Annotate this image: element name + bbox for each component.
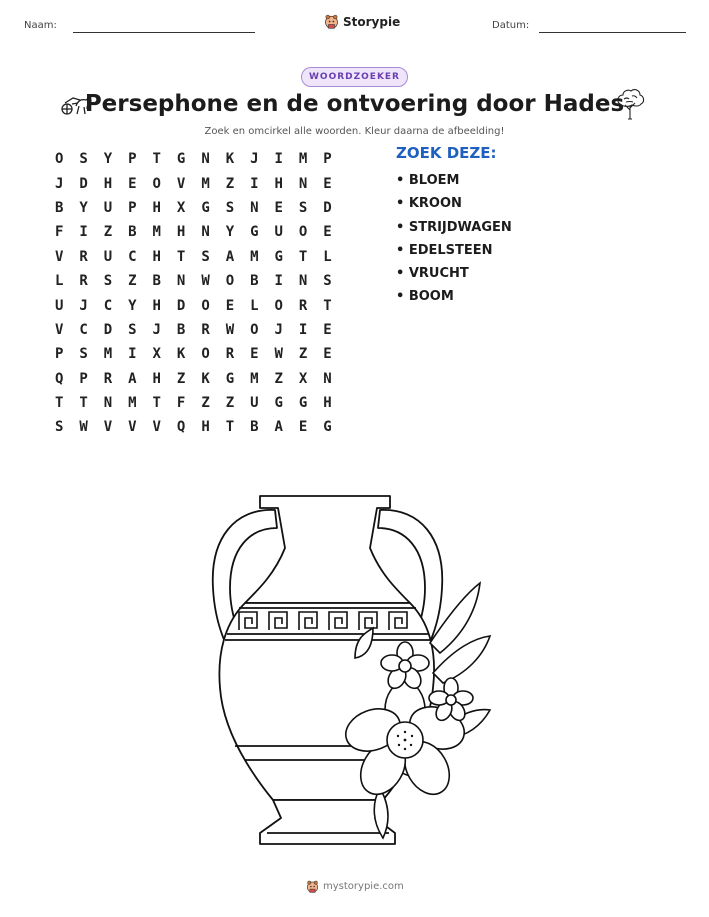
grid-letter[interactable]: N: [323, 370, 332, 387]
grid-letter[interactable]: R: [79, 273, 88, 290]
grid-letter[interactable]: M: [298, 151, 308, 168]
grid-letter[interactable]: R: [103, 370, 113, 387]
grid-letter[interactable]: D: [323, 199, 332, 216]
grid-letter[interactable]: F: [176, 395, 186, 412]
grid-letter[interactable]: K: [176, 346, 186, 363]
grid-letter[interactable]: Z: [201, 395, 210, 412]
date-field-line[interactable]: [539, 32, 686, 33]
word-list-item: • VRUCHT: [396, 266, 469, 282]
grid-letter[interactable]: V: [103, 419, 113, 436]
grid-row: [47, 367, 340, 391]
grid-letter[interactable]: Z: [103, 224, 113, 241]
grid-letter[interactable]: M: [250, 248, 259, 265]
grid-letter[interactable]: N: [103, 395, 113, 412]
grid-letter[interactable]: N: [176, 273, 186, 290]
grid-letter[interactable]: T: [152, 395, 161, 412]
grid-letter[interactable]: J: [274, 321, 283, 338]
grid-letter[interactable]: T: [79, 395, 88, 412]
grid-letter[interactable]: I: [298, 321, 308, 338]
grid-letter[interactable]: Z: [225, 395, 235, 412]
grid-letter[interactable]: N: [250, 199, 259, 216]
storypie-mascot-icon: [306, 880, 319, 893]
grid-letter[interactable]: S: [103, 273, 113, 290]
grid-letter[interactable]: R: [298, 297, 308, 314]
grid-letter[interactable]: W: [79, 419, 88, 436]
grid-letter[interactable]: I: [79, 224, 88, 241]
grid-letter[interactable]: B: [54, 199, 64, 216]
grid-letter[interactable]: B: [250, 419, 259, 436]
grid-letter[interactable]: Y: [103, 151, 113, 168]
grid-letter[interactable]: W: [201, 273, 210, 290]
grid-letter[interactable]: S: [128, 321, 137, 338]
grid-letter[interactable]: L: [323, 248, 332, 265]
grid-letter[interactable]: H: [152, 199, 161, 216]
word-list: [396, 171, 512, 311]
grid-letter[interactable]: M: [128, 395, 137, 412]
footer-url[interactable]: mystorypie.com: [323, 881, 404, 892]
grid-letter[interactable]: U: [274, 224, 283, 241]
grid-letter[interactable]: T: [176, 248, 186, 265]
grid-letter[interactable]: H: [274, 175, 283, 192]
grid-letter[interactable]: E: [250, 346, 259, 363]
grid-letter[interactable]: G: [176, 151, 186, 168]
grid-letter[interactable]: E: [225, 297, 235, 314]
grid-row: [47, 391, 340, 415]
grid-letter[interactable]: H: [103, 175, 113, 192]
grid-letter[interactable]: J: [250, 151, 259, 168]
grid-letter[interactable]: I: [274, 273, 283, 290]
grid-letter[interactable]: O: [298, 224, 308, 241]
grid-letter[interactable]: Z: [225, 175, 235, 192]
grid-letter[interactable]: Z: [298, 346, 308, 363]
date-label: Datum:: [492, 20, 530, 31]
grid-letter[interactable]: P: [323, 151, 332, 168]
grid-letter[interactable]: V: [152, 419, 161, 436]
grid-letter[interactable]: E: [274, 199, 283, 216]
grid-letter[interactable]: B: [128, 224, 137, 241]
word-list-title: ZOEK DEZE:: [396, 144, 497, 162]
word-list-item: • EDELSTEEN: [396, 242, 493, 258]
instructions-text: Zoek en omcirkel alle woorden. Kleur daarna de afbeelding!: [204, 126, 505, 137]
grid-letter[interactable]: G: [225, 370, 235, 387]
grid-letter[interactable]: T: [225, 419, 235, 436]
grid-row: [47, 147, 340, 171]
grid-letter[interactable]: A: [225, 248, 235, 265]
grid-letter[interactable]: N: [298, 175, 308, 192]
grid-letter[interactable]: Y: [225, 224, 235, 241]
grid-letter[interactable]: O: [201, 297, 210, 314]
grid-letter[interactable]: S: [79, 346, 88, 363]
grid-letter[interactable]: N: [201, 224, 210, 241]
grid-letter[interactable]: U: [103, 199, 113, 216]
grid-letter[interactable]: Z: [128, 273, 137, 290]
grid-letter[interactable]: U: [250, 395, 259, 412]
grid-letter[interactable]: V: [54, 248, 64, 265]
word-list-item: • STRIJDWAGEN: [396, 219, 512, 235]
worksheet-type-badge: WOORDZOEKER: [301, 67, 408, 87]
grid-letter[interactable]: E: [323, 175, 332, 192]
grid-letter[interactable]: O: [152, 175, 161, 192]
grid-letter[interactable]: H: [152, 297, 161, 314]
grid-row: [47, 293, 340, 317]
name-field-line[interactable]: [73, 32, 255, 33]
word-list-item: • KROON: [396, 196, 462, 212]
grid-letter[interactable]: A: [128, 370, 137, 387]
grid-letter[interactable]: H: [152, 370, 161, 387]
grid-letter[interactable]: M: [103, 346, 113, 363]
grid-letter[interactable]: M: [201, 175, 210, 192]
grid-letter[interactable]: T: [54, 395, 64, 412]
grid-letter[interactable]: O: [225, 273, 235, 290]
greek-amphora-illustration: [205, 488, 495, 863]
grid-letter[interactable]: S: [54, 419, 64, 436]
letter-grid: [47, 147, 340, 440]
brand-logo: [324, 14, 400, 29]
grid-row: [47, 196, 340, 220]
grid-letter[interactable]: A: [274, 419, 283, 436]
grid-letter[interactable]: K: [201, 370, 210, 387]
grid-letter[interactable]: R: [225, 346, 235, 363]
grid-letter[interactable]: G: [201, 199, 210, 216]
grid-letter[interactable]: U: [54, 297, 64, 314]
grid-letter[interactable]: G: [298, 395, 308, 412]
grid-letter[interactable]: S: [298, 199, 308, 216]
grid-letter[interactable]: X: [176, 199, 186, 216]
grid-letter[interactable]: B: [250, 273, 259, 290]
grid-letter[interactable]: I: [128, 346, 137, 363]
grid-letter[interactable]: M: [250, 370, 259, 387]
grid-letter[interactable]: Q: [54, 370, 64, 387]
grid-letter[interactable]: V: [176, 175, 186, 192]
grid-letter[interactable]: H: [201, 419, 210, 436]
grid-letter[interactable]: G: [250, 224, 259, 241]
grid-letter[interactable]: I: [274, 151, 283, 168]
word-list-item: • BLOEM: [396, 173, 460, 188]
grid-letter[interactable]: O: [54, 151, 64, 168]
grid-letter[interactable]: B: [176, 321, 186, 338]
grid-letter[interactable]: P: [79, 370, 88, 387]
grid-letter[interactable]: J: [152, 321, 161, 338]
grid-row: [47, 269, 340, 293]
grid-letter[interactable]: C: [128, 248, 137, 265]
grid-letter[interactable]: X: [298, 370, 308, 387]
storypie-mascot-icon: [324, 14, 339, 29]
grid-letter[interactable]: P: [128, 151, 137, 168]
grid-letter[interactable]: G: [323, 419, 332, 436]
grid-row: [47, 220, 340, 244]
grid-letter[interactable]: X: [152, 346, 161, 363]
grid-letter[interactable]: S: [201, 248, 210, 265]
grid-letter[interactable]: T: [152, 151, 161, 168]
grid-letter[interactable]: P: [54, 346, 64, 363]
grid-letter[interactable]: W: [225, 321, 235, 338]
grid-letter[interactable]: P: [128, 199, 137, 216]
grid-letter[interactable]: O: [250, 321, 259, 338]
grid-letter[interactable]: N: [201, 151, 210, 168]
grid-letter[interactable]: W: [274, 346, 283, 363]
tree-icon: [614, 88, 646, 120]
grid-letter[interactable]: R: [79, 248, 88, 265]
grid-letter[interactable]: J: [54, 175, 64, 192]
brand-name: Storypie: [343, 14, 401, 29]
grid-letter[interactable]: D: [176, 297, 186, 314]
grid-letter[interactable]: Y: [79, 199, 88, 216]
grid-letter[interactable]: Y: [128, 297, 137, 314]
grid-letter[interactable]: K: [225, 151, 235, 168]
grid-letter[interactable]: U: [103, 248, 113, 265]
grid-letter[interactable]: V: [54, 321, 64, 338]
grid-letter[interactable]: H: [152, 248, 161, 265]
grid-letter[interactable]: C: [103, 297, 113, 314]
grid-letter[interactable]: T: [298, 248, 308, 265]
grid-letter[interactable]: S: [79, 151, 88, 168]
grid-letter[interactable]: L: [54, 273, 64, 290]
grid-letter[interactable]: E: [128, 175, 137, 192]
grid-letter[interactable]: E: [298, 419, 308, 436]
grid-letter[interactable]: E: [323, 224, 332, 241]
grid-row: [47, 342, 340, 366]
grid-letter[interactable]: O: [201, 346, 210, 363]
grid-letter[interactable]: T: [323, 297, 332, 314]
grid-letter[interactable]: R: [201, 321, 210, 338]
grid-letter[interactable]: V: [128, 419, 137, 436]
grid-letter[interactable]: Z: [176, 370, 186, 387]
page-title: Persephone en de ontvoering door Hades: [84, 91, 625, 117]
grid-letter[interactable]: D: [79, 175, 88, 192]
grid-row: [47, 318, 340, 342]
grid-letter[interactable]: E: [323, 321, 332, 338]
grid-letter[interactable]: N: [298, 273, 308, 290]
footer: [306, 880, 404, 893]
word-list-item: • BOOM: [396, 289, 454, 305]
grid-row: [47, 171, 340, 195]
grid-letter[interactable]: O: [274, 297, 283, 314]
grid-letter[interactable]: G: [274, 248, 283, 265]
grid-letter[interactable]: I: [250, 175, 259, 192]
grid-letter[interactable]: F: [54, 224, 64, 241]
grid-row: [47, 245, 340, 269]
grid-letter[interactable]: E: [323, 346, 332, 363]
name-label: Naam:: [24, 20, 57, 31]
grid-letter[interactable]: Q: [176, 419, 186, 436]
grid-row: [47, 415, 340, 439]
grid-letter[interactable]: Z: [274, 370, 283, 387]
grid-letter[interactable]: J: [79, 297, 88, 314]
grid-letter[interactable]: H: [323, 395, 332, 412]
grid-letter[interactable]: G: [274, 395, 283, 412]
grid-letter[interactable]: S: [323, 273, 332, 290]
grid-letter[interactable]: S: [225, 199, 235, 216]
grid-letter[interactable]: B: [152, 273, 161, 290]
grid-letter[interactable]: L: [250, 297, 259, 314]
grid-letter[interactable]: H: [176, 224, 186, 241]
grid-letter[interactable]: C: [79, 321, 88, 338]
grid-letter[interactable]: M: [152, 224, 161, 241]
grid-letter[interactable]: D: [103, 321, 113, 338]
